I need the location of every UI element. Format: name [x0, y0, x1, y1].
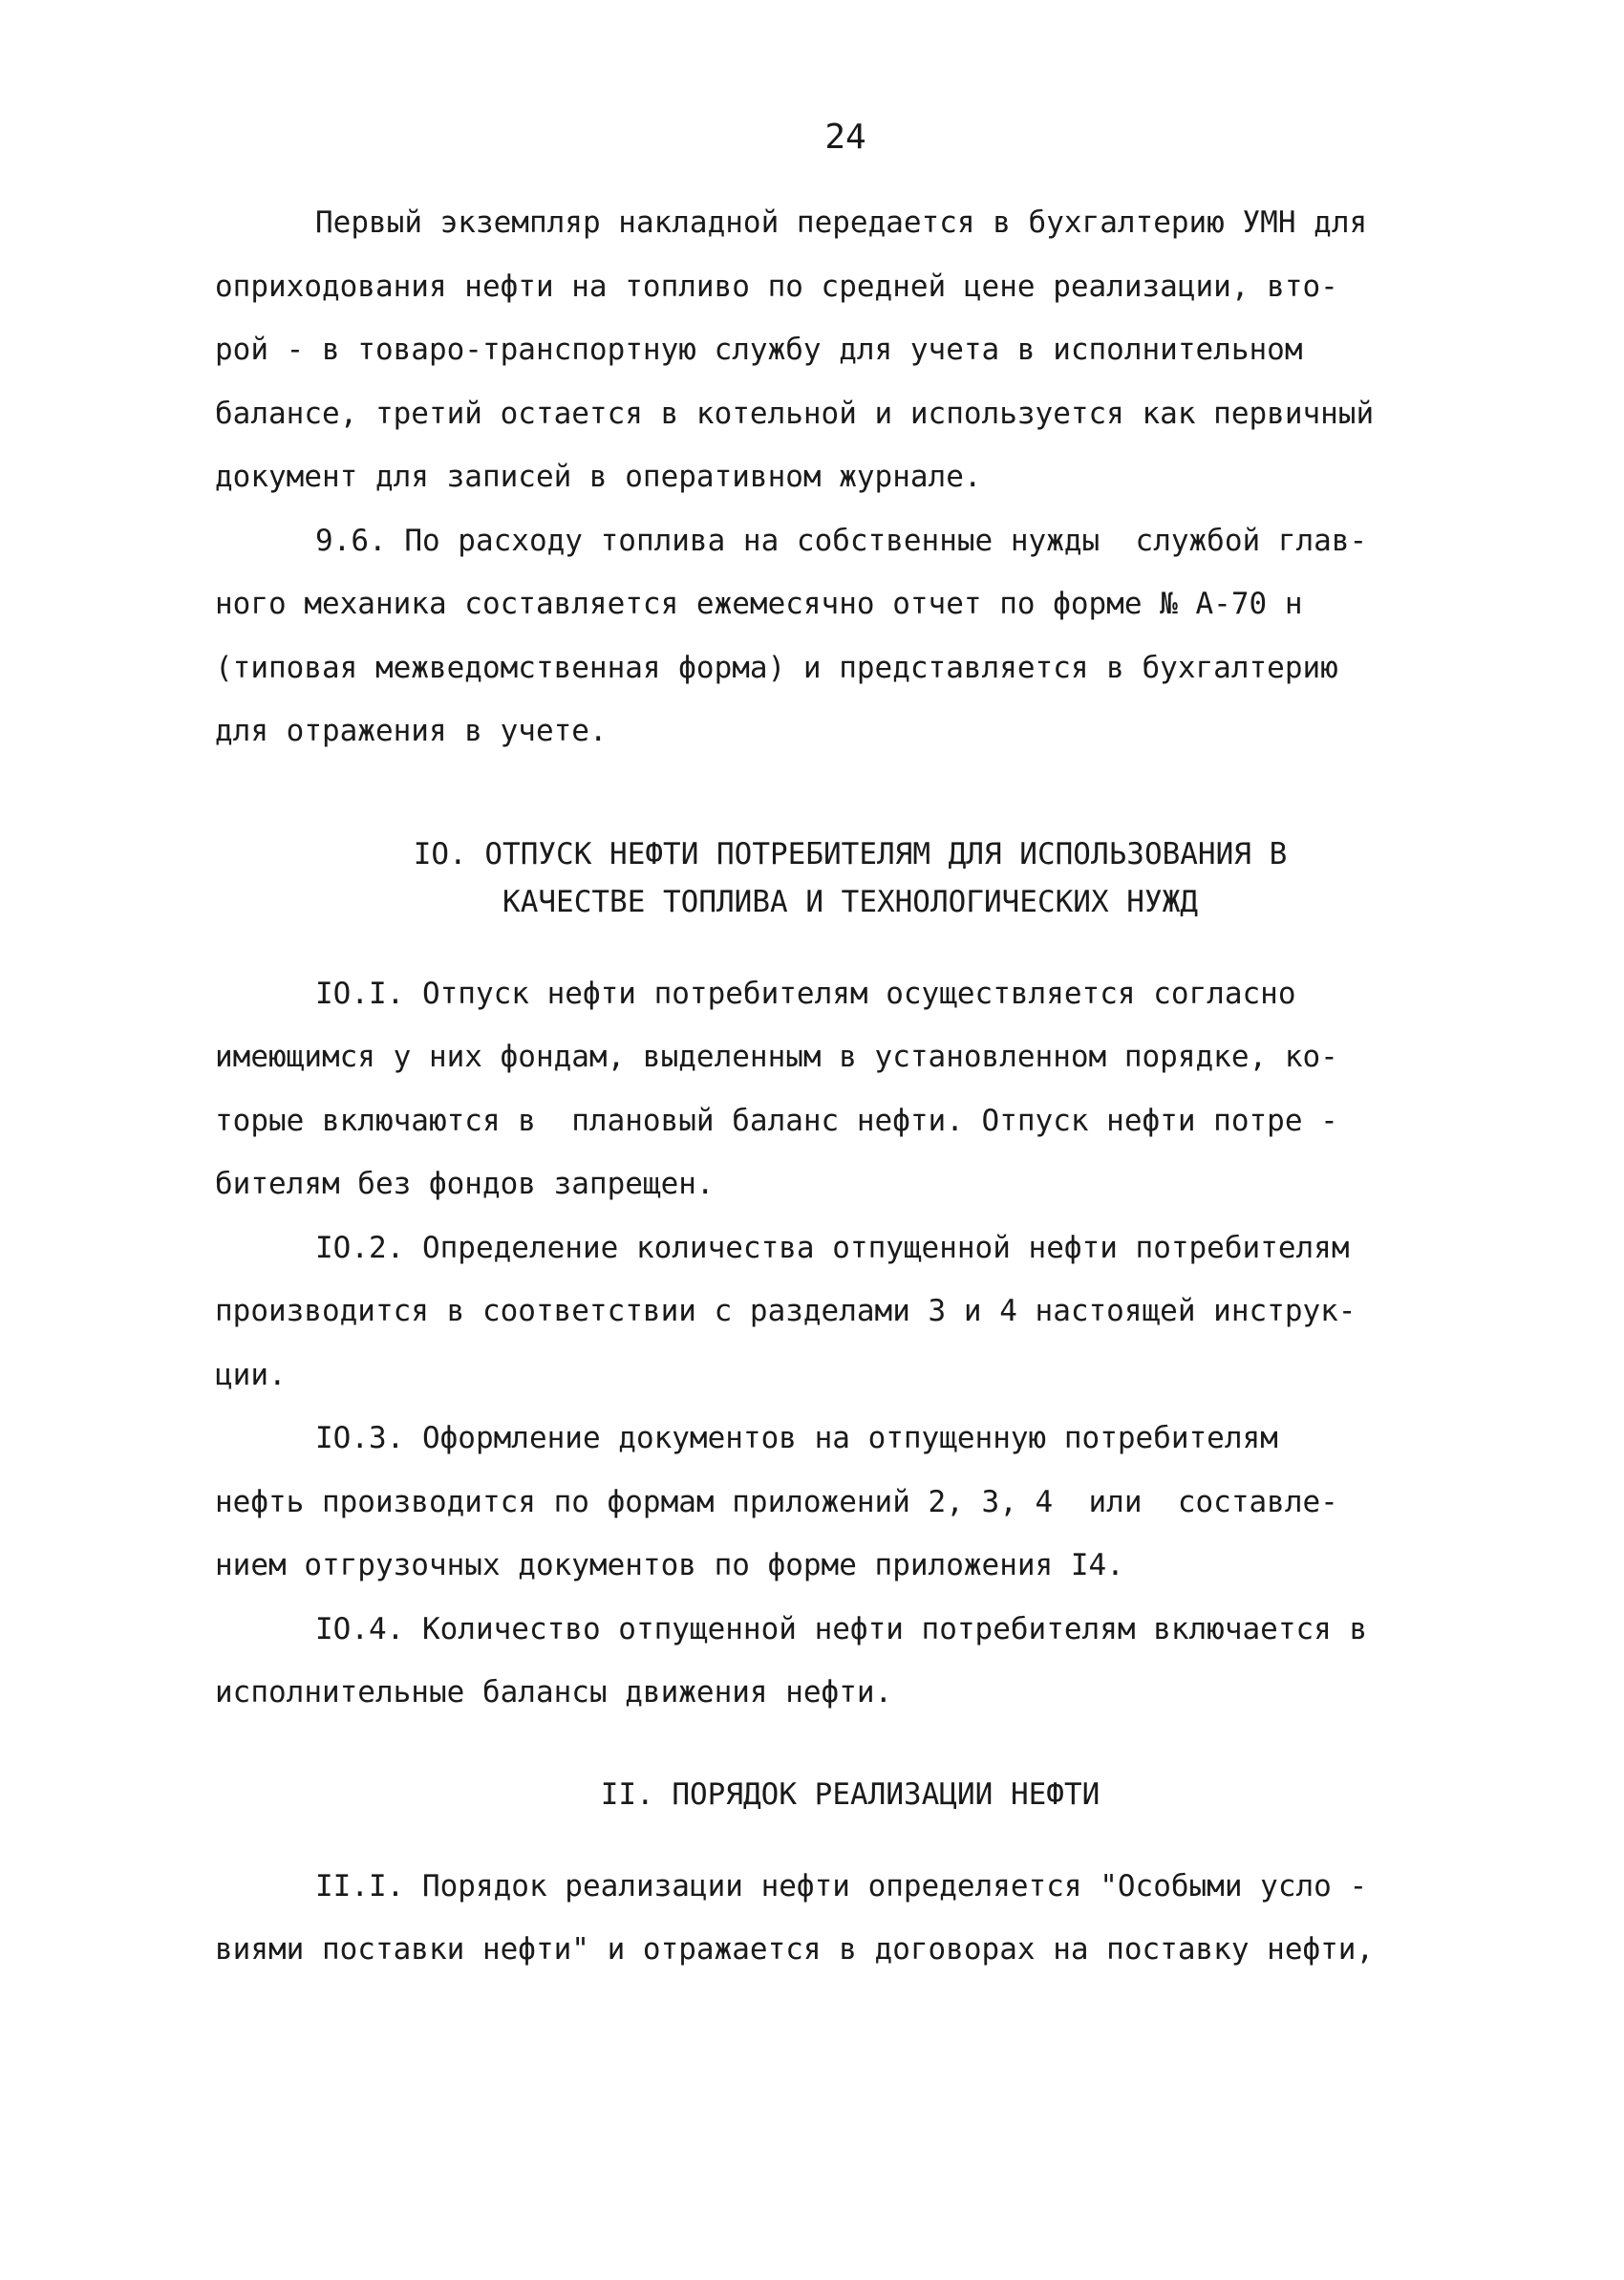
text-line: IO.I. Отпуск нефти потребителям осуществляется согласно: [315, 976, 1296, 1011]
section-11-heading: [215, 1771, 1485, 1818]
text-line: нефть производится по формам приложений 2, 3, 4 или составле-: [215, 1484, 1338, 1519]
text-line: торые включаются в плановый баланс нефти. Отпуск нефти потре -: [215, 1103, 1338, 1138]
text-line: нием отгрузочных документов по форме приложения I4.: [215, 1548, 1124, 1582]
text-line: производится в соответствии с разделами 3 и 4 настоящей инструк-: [215, 1294, 1357, 1328]
spacer: [215, 764, 1485, 830]
text-line: (типовая межведомственная форма) и представляется в бухгалтерию: [215, 650, 1338, 685]
text-line: IO.2. Определение количества отпущенной нефти потребителям: [315, 1230, 1350, 1265]
heading-line: IO. ОТПУСК НЕФТИ ПОТРЕБИТЕЛЯМ ДЛЯ ИСПОЛЬЗОВАНИЯ В: [413, 836, 1288, 871]
text-line: для отражения в учете.: [215, 714, 608, 748]
paragraph-11-1: [215, 1855, 1485, 1982]
text-line: 9.6. По расходу топлива на собственные нужды службой глав-: [315, 523, 1368, 558]
section-10-heading: [215, 830, 1485, 926]
text-line: IO.3. Оформление документов на отпущенную потребителям: [315, 1421, 1278, 1455]
text-line: рой - в товаро-транспортную службу для учета в исполнительном: [215, 333, 1303, 367]
text-line: имеющимся у них фондам, выделенным в установленном порядке, ко-: [215, 1040, 1338, 1074]
document-body: [215, 191, 1485, 1982]
paragraph-10-4: [215, 1598, 1485, 1725]
paragraph-10-2: [215, 1216, 1485, 1408]
spacer: [215, 1818, 1485, 1855]
text-line: Первый экземпляр накладной передается в бухгалтерию УМН для: [315, 205, 1368, 240]
text-line: IO.4. Количество отпущенной нефти потребителям включается в: [315, 1611, 1368, 1646]
text-line: ного механика составляется ежемесячно отчет по форме № А-70 н: [215, 587, 1303, 621]
text-line: виями поставки нефти" и отражается в договорах на поставку нефти,: [215, 1932, 1375, 1967]
spacer: [215, 1725, 1485, 1771]
text-line: исполнительные балансы движения нефти.: [215, 1675, 893, 1710]
text-line: оприходования нефти на топливо по средней цене реализации, вто-: [215, 269, 1338, 304]
text-line: балансе, третий остается в котельной и используется как первичный: [215, 396, 1375, 431]
spacer: [215, 926, 1485, 962]
paragraph-accounting-copies: [215, 191, 1485, 509]
text-line: ции.: [215, 1357, 287, 1392]
paragraph-9-6: [215, 509, 1485, 764]
text-line: II.I. Порядок реализации нефти определяется "Особыми усло -: [315, 1868, 1368, 1904]
paragraph-10-1: [215, 962, 1485, 1216]
paragraph-10-3: [215, 1407, 1485, 1598]
text-line: документ для записей в оперативном журнале.: [215, 460, 982, 494]
page-number: 24: [824, 118, 866, 157]
heading-line: II. ПОРЯДОК РЕАЛИЗАЦИИ НЕФТИ: [600, 1776, 1100, 1812]
heading-line: КАЧЕСТВЕ ТОПЛИВА И ТЕХНОЛОГИЧЕСКИХ НУЖД: [502, 884, 1198, 919]
text-line: бителям без фондов запрещен.: [215, 1167, 715, 1201]
